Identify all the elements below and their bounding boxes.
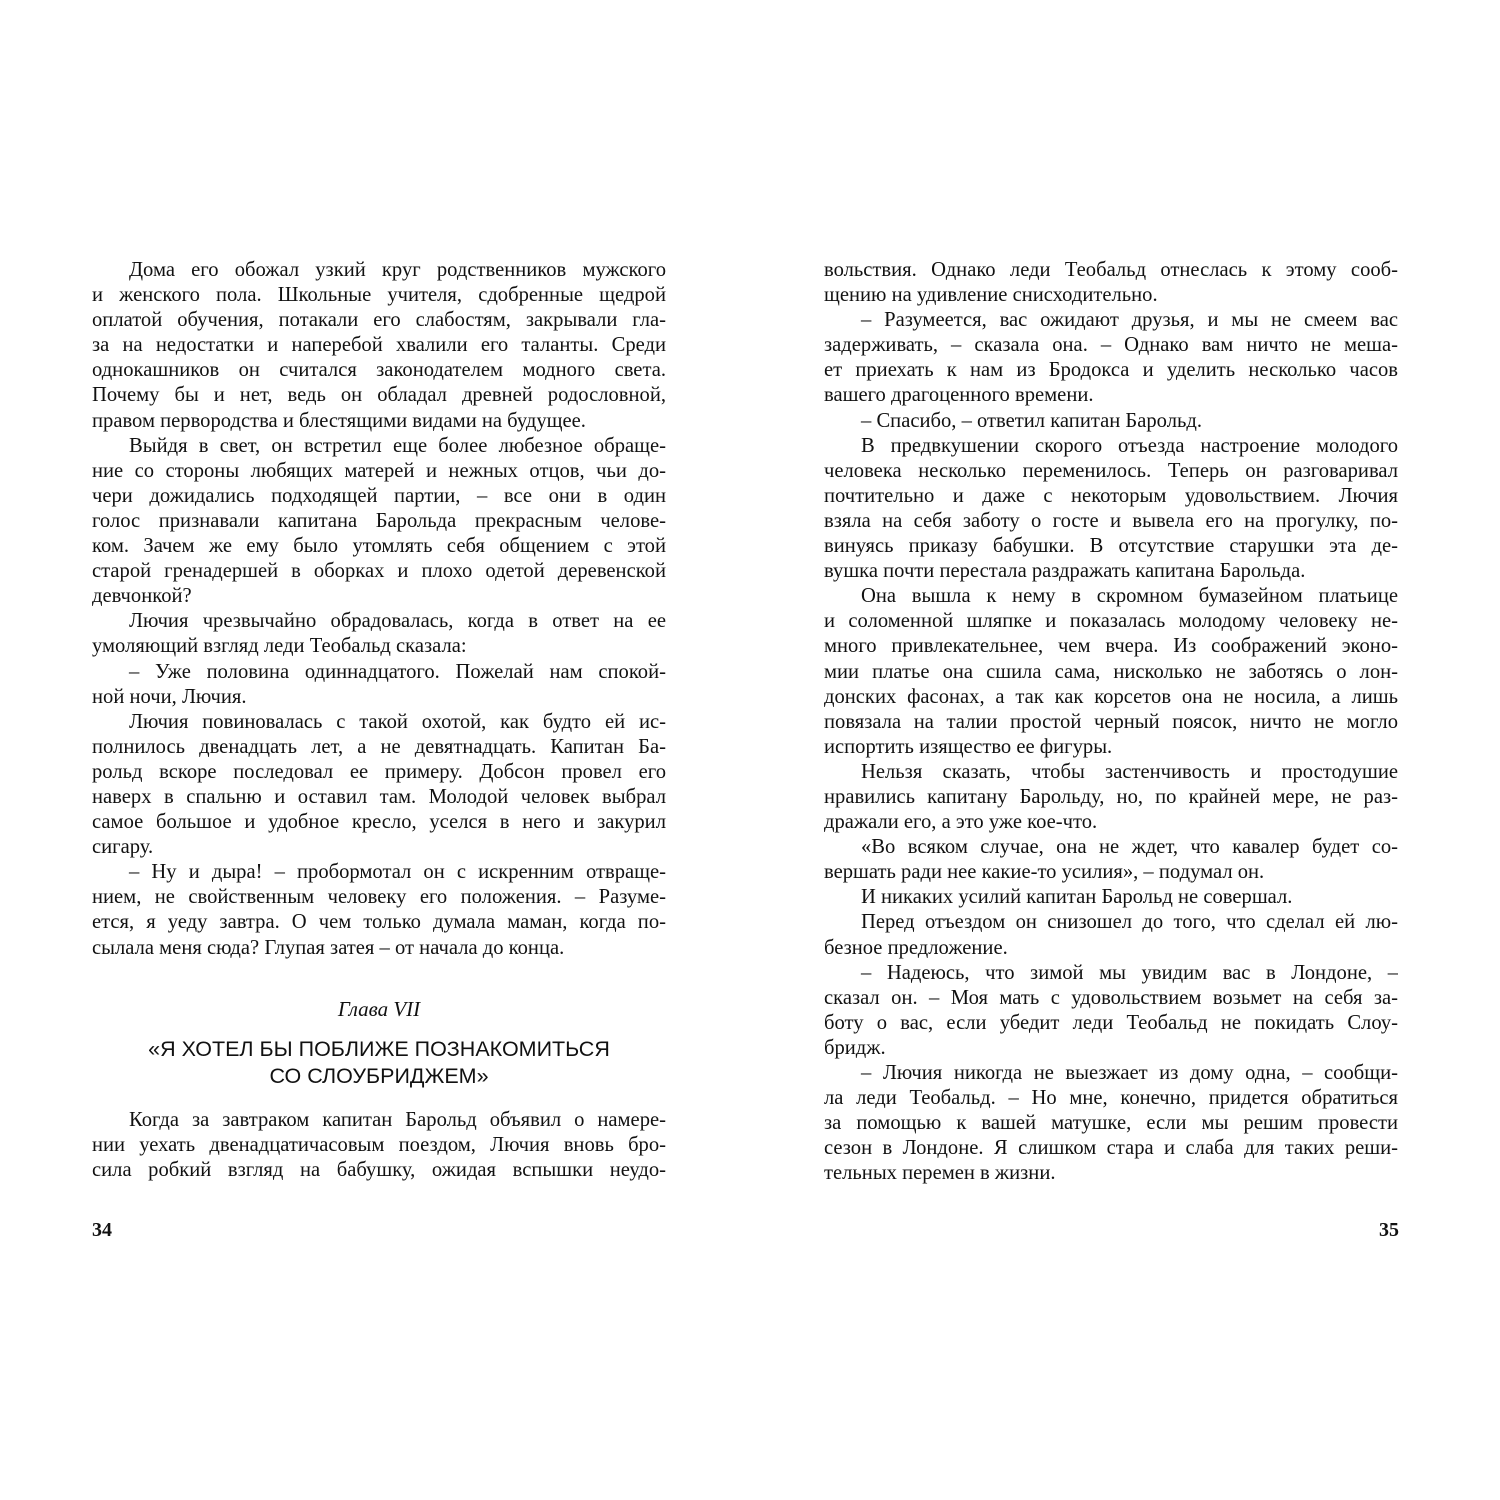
text-line: сигару. <box>92 836 154 859</box>
text-line: ет приехать к нам из Бродокса и уделить несколько часов <box>824 359 1398 382</box>
text-line: – Уже половина одиннадцатого. Пожелай нам спокой- <box>129 660 666 683</box>
text-line: «Во всяком случае, она не ждет, что кавалер будет со- <box>861 836 1398 859</box>
text-line: И никаких усилий капитан Барольд не совершал. <box>861 886 1293 909</box>
text-line: ние со стороны любящих матерей и нежных отцов, чьи до- <box>92 459 666 482</box>
text-line: боту о вас, если убедит леди Теобальд не покидать Слоу- <box>824 1011 1398 1034</box>
page-number-left: 34 <box>92 1219 112 1241</box>
text-line: и женского пола. Школьные учителя, сдобренные щедрой <box>92 284 666 307</box>
text-line: – Разумеется, вас ожидают друзья, и мы не смеем вас <box>861 309 1398 332</box>
text-line: повязала на талии простой черный поясок, ничто не могло <box>824 710 1398 733</box>
text-line: Лючия повиновалась с такой охотой, как будто ей ис- <box>129 710 666 733</box>
text-line: – Спасибо, – ответил капитан Барольд. <box>861 409 1202 432</box>
text-line: за помощью к вашей матушке, если мы решим провести <box>824 1112 1398 1135</box>
left-body-text-before-heading <box>92 258 666 961</box>
text-line: – Лючия никогда не выезжает из дому одна, – сообщи- <box>861 1062 1398 1084</box>
text-line: вершать ради нее какие-то усилия», – подумал он. <box>824 861 1265 884</box>
text-line: Когда за завтраком капитан Барольд объявил о намере- <box>129 1108 666 1131</box>
text-line: испортить изящество ее фигуры. <box>824 735 1113 758</box>
text-line: сила робкий взгляд на бабушку, ожидая вспышки неудо- <box>92 1158 666 1181</box>
text-line: винуясь приказу бабушки. В отсутствие старушки эта де- <box>824 535 1398 558</box>
text-line: наверх в спальню и оставил там. Молодой человек выбрал <box>92 785 666 808</box>
text-line: – Ну и дыра! – пробормотал он с искренним отвраще- <box>129 861 666 884</box>
text-line: умоляющий взгляд леди Теобальд сказала: <box>92 635 467 658</box>
text-line: Выйдя в свет, он встретил еще более любезное обраще- <box>129 434 666 457</box>
text-line: – Надеюсь, что зимой мы увидим вас в Лондоне, – <box>861 961 1398 984</box>
text-line: Дома его обожал узкий круг родственников мужского <box>129 259 666 281</box>
text-line: сезон в Лондоне. Я слишком стара и слаба для таких реши- <box>824 1137 1398 1160</box>
text-line: вушка почти перестала раздражать капитана Барольда. <box>824 560 1306 583</box>
chapter-number: Глава VII <box>337 996 421 1021</box>
page-number-right: 35 <box>1379 1219 1399 1241</box>
text-line: однокашников он считался законодателем модного света. <box>92 359 666 382</box>
text-line: ком. Зачем же ему было утомлять себя общением с этой <box>92 535 666 558</box>
right-page <box>824 258 1398 1186</box>
text-line: нии уехать двенадцатичасовым поездом, Лючия вновь бро- <box>92 1133 666 1156</box>
chapter-title <box>92 1036 666 1090</box>
text-line: сылала меня сюда? Глупая затея – от начала до конца. <box>92 936 565 959</box>
text-line: голос признавали капитана Барольда прекрасным челове- <box>92 509 666 532</box>
text-line: безное предложение. <box>824 936 1008 959</box>
text-line: ется, я уеду завтра. О чем только думала маман, когда по- <box>92 911 666 934</box>
text-line: мии платье она сшила сама, нисколько не заботясь о лон- <box>824 660 1398 683</box>
text-line: ла леди Теобальд. – Но мне, конечно, придется обратиться <box>824 1087 1398 1110</box>
text-line: человека несколько переменилось. Теперь он разговаривал <box>824 459 1398 482</box>
text-line: правом первородства и блестящими видами на будущее. <box>92 409 586 432</box>
text-line: оплатой обучения, потакали его слабостям, закрывали гла- <box>92 309 666 332</box>
text-line: дражали его, а это уже кое-что. <box>824 811 1098 834</box>
text-line: девчонкой? <box>92 585 192 608</box>
text-line: и соломенной шляпке и показалась молодому человеку не- <box>824 610 1398 633</box>
text-line: самое большое и удобное кресло, уселся в него и закурил <box>92 811 666 834</box>
left-page <box>92 258 666 1183</box>
text-line: Почему бы и нет, ведь он обладал древней родословной, <box>92 384 666 407</box>
text-line: вашего драгоценного времени. <box>824 384 1094 407</box>
right-body-text <box>824 258 1398 1186</box>
text-line: Перед отъездом он снизошел до того, что сделал ей лю- <box>861 911 1398 934</box>
text-line: сказал он. – Моя мать с удовольствием возьмет на себя за- <box>824 986 1398 1009</box>
text-line: В предвкушении скорого отъезда настроение молодого <box>861 434 1398 457</box>
text-line: Лючия чрезвычайно обрадовалась, когда в ответ на ее <box>129 610 666 633</box>
text-line: вольствия. Однако леди Теобальд отнеслась к этому сооб- <box>824 259 1398 281</box>
text-line: почтительно и даже с некоторым удовольствием. Лючия <box>824 484 1398 507</box>
text-line: много привлекательнее, чем вчера. Из соображений эконо- <box>824 635 1398 658</box>
text-line: щению на удивление снисходительно. <box>824 284 1158 307</box>
text-line: полнилось двенадцать лет, а не девятнадцать. Капитан Ба- <box>92 735 666 758</box>
text-line: Она вышла к нему в скромном бумазейном платьице <box>861 585 1398 608</box>
text-line: чери дожидались подходящей партии, – все они в один <box>92 484 666 507</box>
text-line: донских фасонах, а так как корсетов она не носила, а лишь <box>824 685 1398 708</box>
text-line: рольд вскоре последовал ее примеру. Добсон провел его <box>92 760 666 783</box>
chapter-title-line-2: СО СЛОУБРИДЖЕМ» <box>269 1063 489 1088</box>
text-line: нием, не свойственным человеку его положения. – Разуме- <box>92 886 666 909</box>
text-line: бридж. <box>824 1036 886 1059</box>
text-line: нравились капитану Барольду, но, по крайней мере, не раз- <box>824 785 1398 808</box>
text-line: ной ночи, Лючия. <box>92 685 247 708</box>
text-line: тельных перемен в жизни. <box>824 1162 1056 1185</box>
text-line: за на недостатки и наперебой хвалили его таланты. Среди <box>92 334 666 357</box>
chapter-title-line-1: «Я ХОТЕЛ БЫ ПОБЛИЖЕ ПОЗНАКОМИТЬСЯ <box>148 1036 610 1061</box>
text-line: Нельзя сказать, чтобы застенчивость и простодушие <box>861 760 1398 783</box>
text-line: задерживать, – сказала она. – Однако вам ничто не меша- <box>824 334 1398 357</box>
left-body-text-after-heading <box>92 1108 666 1183</box>
text-line: взяла на себя заботу о госте и вывела его на прогулку, по- <box>824 509 1398 532</box>
text-line: старой гренадершей в оборках и плохо одетой деревенской <box>92 560 666 583</box>
